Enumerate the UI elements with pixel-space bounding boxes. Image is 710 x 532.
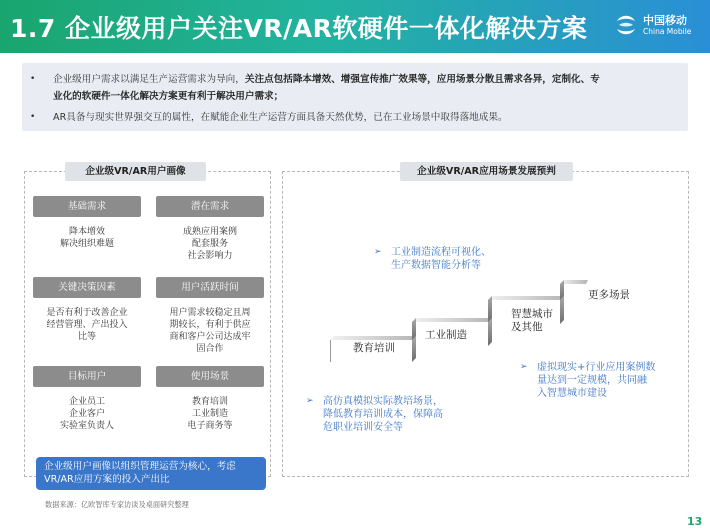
title-bar [0,0,710,53]
step-label-more-scenarios: 更多场景 [588,289,630,301]
note-education: ➢ 高仿真模拟实际教培场景， 降低教育培训成本，保障高 危职业培训安全等 [306,396,443,433]
category-potential-needs-items [156,226,264,262]
intro-bullet-2-text: AR具备与现实世界强交互的属性，在赋能企业生产运营方面具备天然优势，已在工业场景中取得落地成果。 [53,112,508,123]
intro-summary [22,63,688,131]
list-item: 工业制造 [191,409,228,419]
step-1-tread [330,336,416,340]
list-item: 解决组织难题 [59,239,114,249]
category-use-scenarios-items [156,396,264,432]
chevron-right-icon: ➢ [374,247,382,257]
step-3-tread [488,296,564,300]
category-active-time-items [156,307,264,355]
list-item: 比等 [77,332,96,342]
chevron-right-icon: ➢ [520,362,528,372]
step-2-tread [412,318,492,322]
category-basic-needs: 基础需求 [33,196,141,217]
category-target-users-items [33,396,141,432]
list-item: 实验室负责人 [59,421,114,431]
china-mobile-logo-icon [613,12,639,38]
list-item: 企业客户 [68,409,105,419]
category-target-users: 目标用户 [33,366,141,387]
category-potential-needs: 潜在需求 [156,196,264,217]
page-title: 1.7 企业级用户关注VR/AR软硬件一体化解决方案 [10,14,588,43]
list-item: 经营管理、产出投入 [46,320,128,330]
step-label-smart-city: 智慧城市 及其他 [511,308,553,333]
step-label-manufacturing: 工业制造 [425,329,467,341]
category-decision-factors: 关键决策因素 [33,277,141,298]
intro-bullet-1-bold-2: 业化的软硬件一体化解决方案更有利于解决用户需求； [53,91,284,102]
bullet-dot: • [30,112,36,122]
step-3-riser [488,296,492,322]
list-item: 用户需求较稳定且周 [169,308,251,318]
persona-summary-callout [36,457,266,490]
list-item: 期较长，有利于供应 [169,320,251,330]
logo-chinese-text: 中国移动 [643,14,687,27]
list-item: 是否有利于改善企业 [46,308,128,318]
intro-bullet-1-bold: 关注点包括降本增效、增强宣传推广效果等，应用场景分散且需求各异，定制化、专 [244,74,600,85]
list-item: 社会影响力 [187,251,233,261]
list-item: 企业员工 [68,397,105,407]
category-decision-factors-items [33,307,141,343]
bullet-dot: • [30,74,36,84]
list-item: 降本增效 [68,227,105,237]
note-smart-city: ➢ 虚拟现实+行业应用案例数 量达到一定规模，共同融 入智慧城市建设 [520,362,656,399]
logo-english-text: China Mobile [643,27,692,36]
user-persona-tag: 企业级VR/AR用户画像 [65,162,206,181]
list-item: 教育培训 [191,397,228,407]
intro-bullet-2 [22,109,688,126]
step-1-riser [412,336,416,362]
list-item: 电子商务等 [187,421,233,431]
step-4-tread [560,280,588,284]
chevron-right-icon: ➢ [306,396,314,406]
list-item: 成熟应用案例 [182,227,237,237]
scenario-forecast-tag: 企业级VR/AR应用场景发展预判 [400,162,573,181]
data-source-note: 数据来源：亿欧智库专家访谈及桌面研究整理 [45,500,189,509]
callout-line: VR/AR应用方案的投入产出比 [44,474,170,485]
list-item: 固合作 [196,344,224,354]
intro-bullet-1-text: 企业级用户需求以满足生产运营需求为导向， [53,74,245,85]
note-manufacturing: ➢ 工业制造流程可视化、 生产数据智能分析等 [374,247,491,271]
category-active-time: 用户活跃时间 [156,277,264,298]
callout-line: 企业级用户画像以组织管理运营为核心，考虑 [44,461,236,472]
list-item: 配套服务 [191,239,228,249]
intro-bullet-1 [22,71,688,105]
page-number: 13 [687,515,703,528]
china-mobile-logo [613,11,705,41]
category-basic-needs-items [33,226,141,250]
list-item: 商和客户公司达成牢 [169,332,251,342]
step-label-education: 教育培训 [353,342,395,354]
category-use-scenarios: 使用场景 [156,366,264,387]
